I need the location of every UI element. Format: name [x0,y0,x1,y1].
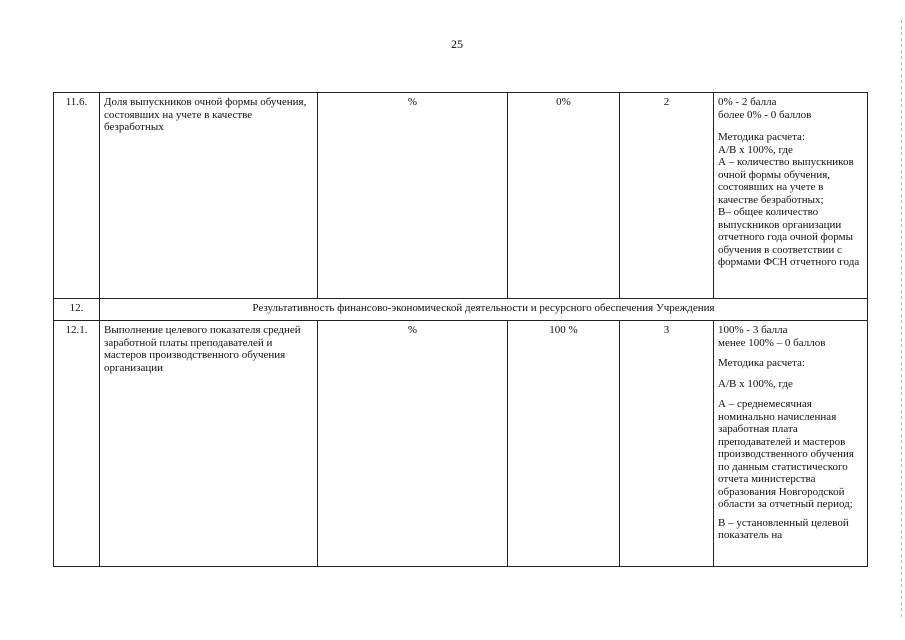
method-a: А – среднемесячная номинально начисленная заработная плата преподавателей и мастеров производственного обучения по данным статистического отчета министерства образования Новгородской области за отчетный период; [718,398,854,510]
criteria-line: 0% - 2 балла [718,96,777,108]
criteria-line: более 0% - 0 баллов [718,108,812,121]
table-row [54,321,868,567]
scan-edge-mark [901,20,902,620]
row-number: 12. [54,299,100,321]
indicator-name: Выполнение целевого показателя средней заработной платы преподавателей и мастеров производственного обучения организации [100,321,318,567]
row-number: 11.6. [54,93,100,299]
table-row [54,299,868,321]
criteria-line: менее 100% – 0 баллов [718,336,826,349]
value-cell: 0% [508,93,620,299]
unit-cell: % [318,93,508,299]
criteria-cell [714,93,868,299]
criteria-cell [714,321,868,567]
method-b: В – установленный целевой показатель на [718,516,849,541]
method-formula: А/В х 100%, где [718,377,793,390]
value-cell: 100 % [508,321,620,567]
table-row [54,93,868,299]
unit-cell: % [318,321,508,567]
method-b: В– общее количество выпускников организации отчетного года очной формы обучения в соответствии с формами ФСН отчетного года [718,206,860,268]
method-a: А – количество выпускников очной формы обучения, состоявших на учете в качестве безработных; [718,156,854,206]
page-number: 25 [451,37,463,51]
score-cell: 3 [620,321,714,567]
section-title: Результативность финансово-экономической деятельности и ресурсного обеспечения Учреждения [100,299,868,321]
method-title: Методика расчета: [718,357,805,369]
row-number: 12.1. [54,321,100,567]
method-formula: А/В х 100%, где [718,143,793,156]
criteria-table [53,92,868,567]
indicator-name: Доля выпускников очной формы обучения, состоявших на учете в качестве безработных [100,93,318,299]
score-cell: 2 [620,93,714,299]
criteria-line: 100% - 3 балла [718,324,788,336]
method-title: Методика расчета: [718,131,805,143]
